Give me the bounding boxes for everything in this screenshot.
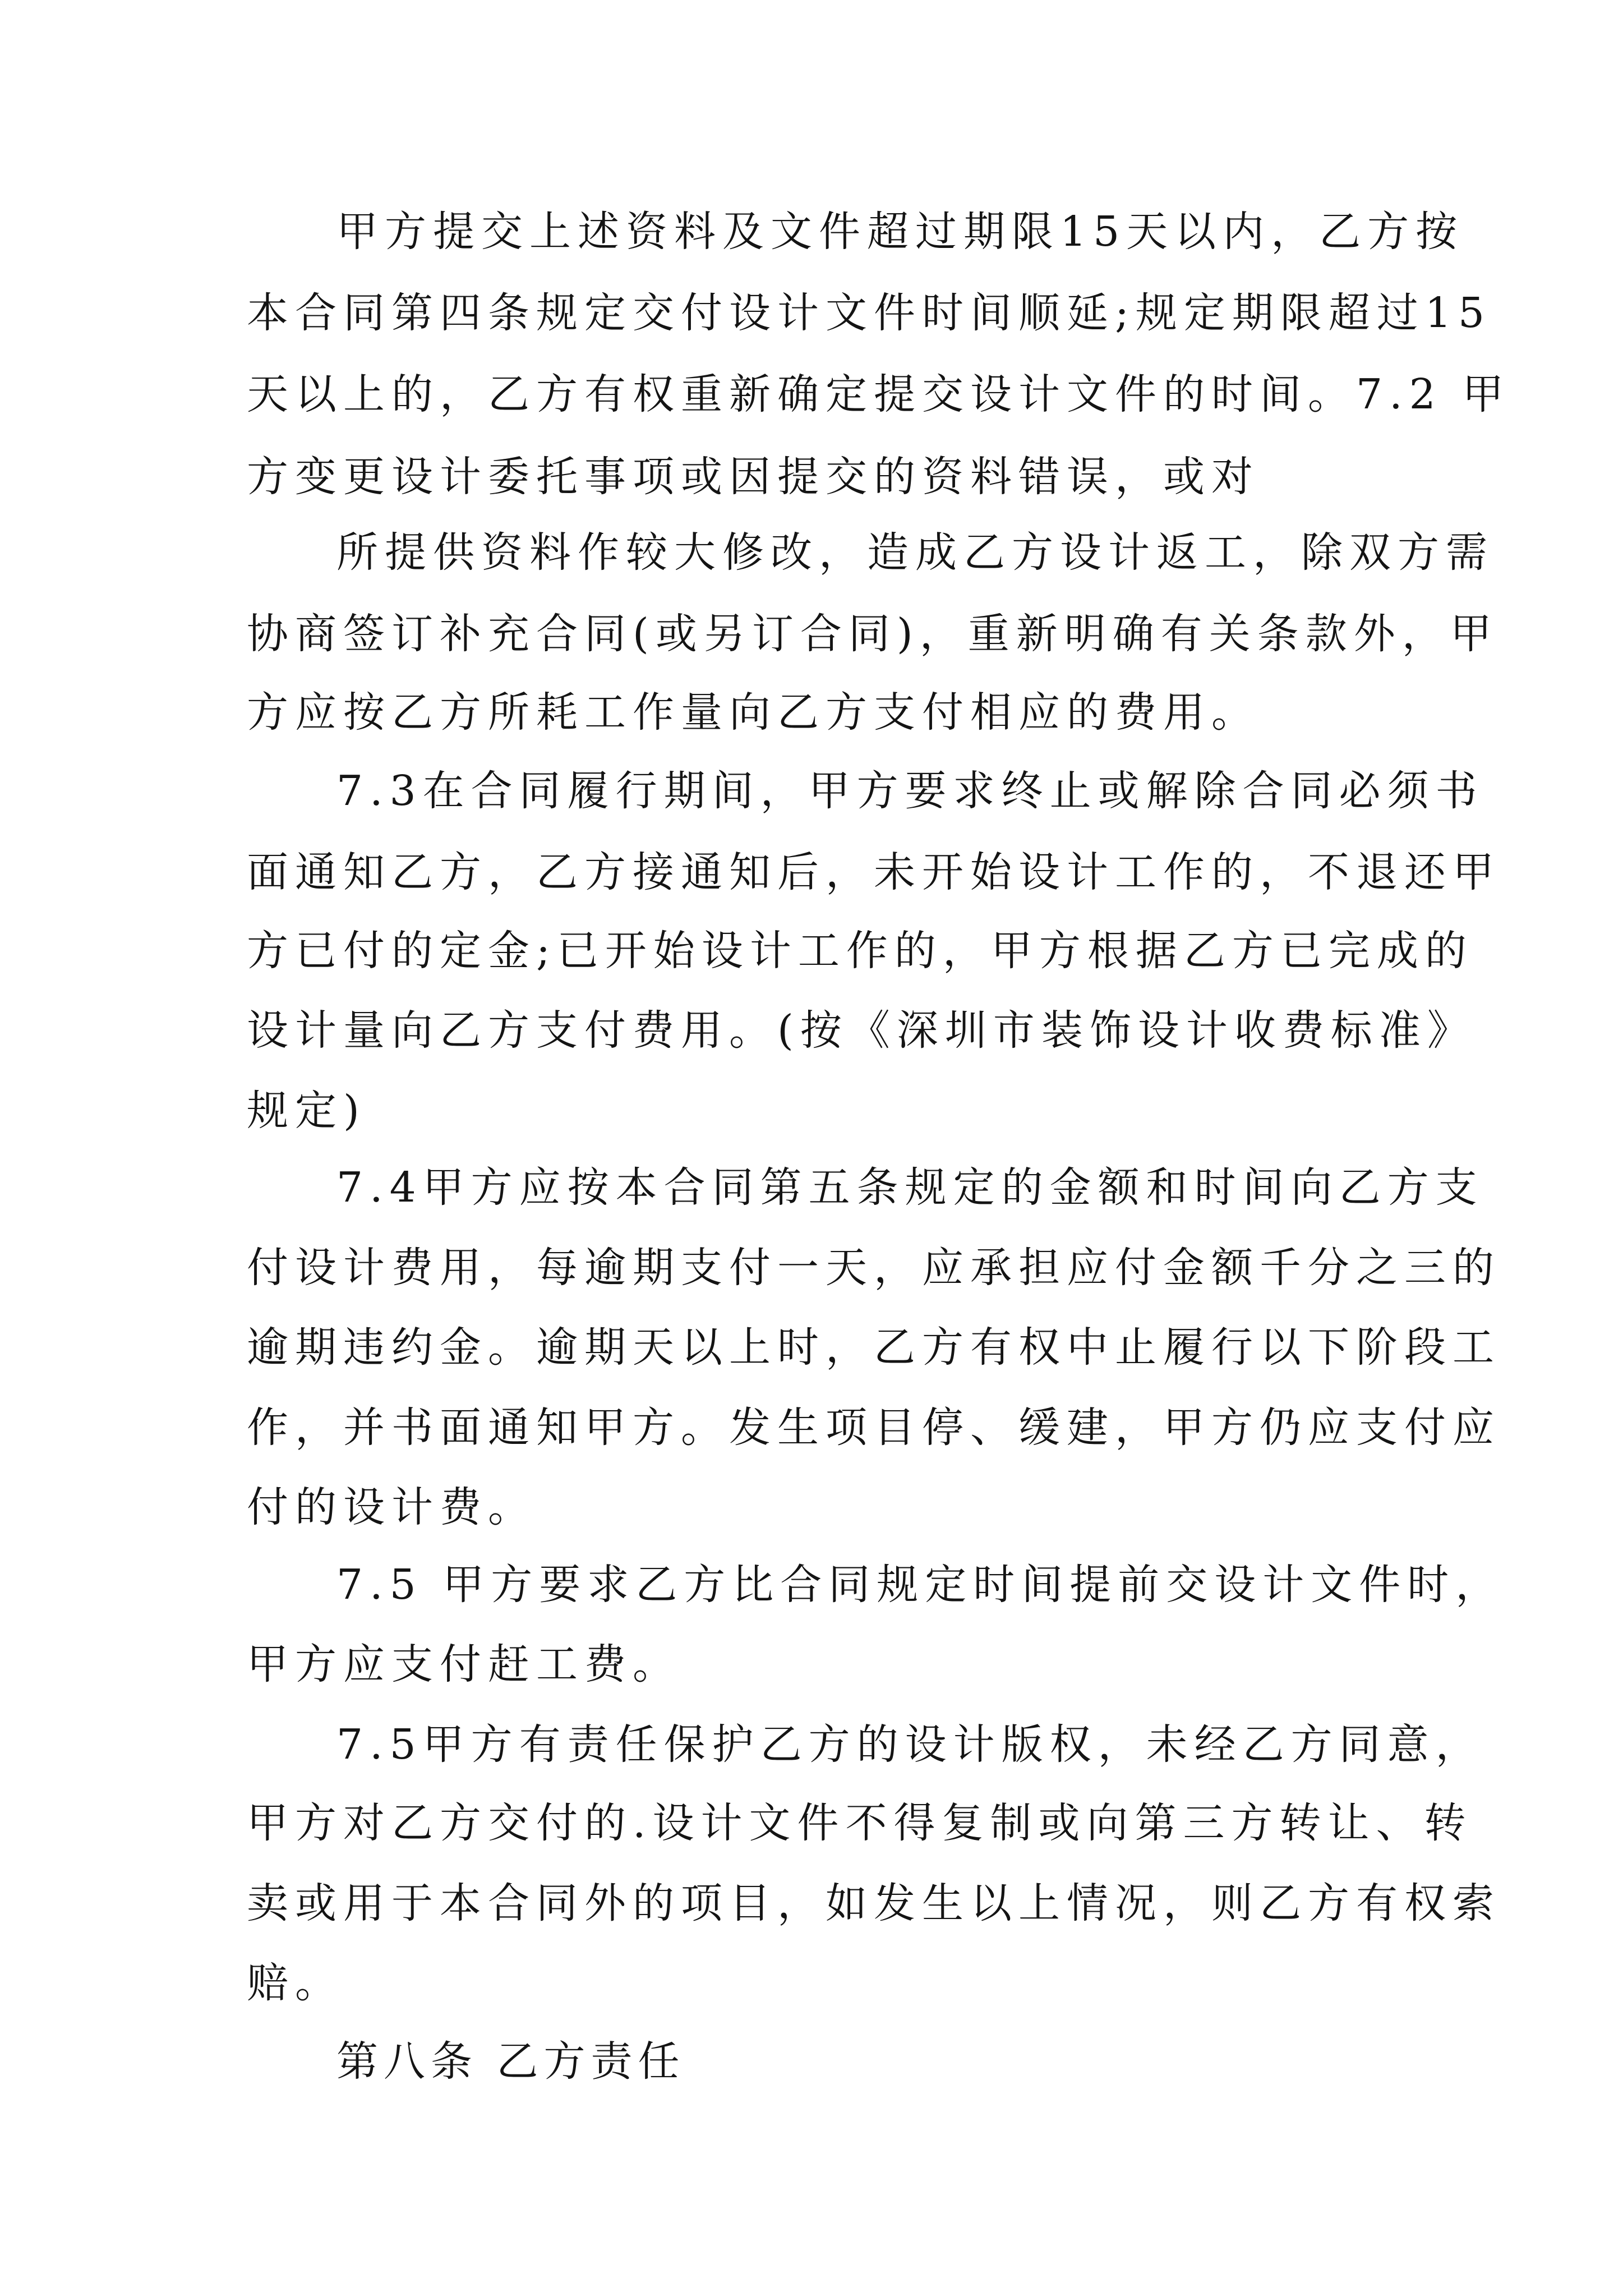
paragraph-5-line-2: 甲方应支付赶工费。: [247, 1640, 681, 1688]
paragraph-3-line-5: 规定): [247, 1087, 366, 1135]
paragraph-6-line-3: 卖或用于本合同外的项目，如发生以上情况，则乙方有权索: [247, 1879, 1501, 1927]
paragraph-4-line-4: 作，并书面通知甲方。发生项目停、缓建，甲方仍应支付应: [247, 1404, 1501, 1452]
paragraph-2-line-2: 协商签订补充合同(或另订合同)，重新明确有关条款外，甲: [247, 610, 1498, 658]
paragraph-1-line-3: 天以上的，乙方有权重新确定提交设计文件的时间。7.2 甲: [247, 370, 1511, 418]
paragraph-6-line-2: 甲方对乙方交付的.设计文件不得复制或向第三方转让、转: [247, 1799, 1473, 1847]
paragraph-4-line-1: 7.4甲方应按本合同第五条规定的金额和时间向乙方支: [336, 1163, 1484, 1212]
paragraph-6-line-1: 7.5甲方有责任保护乙方的设计版权，未经乙方同意，: [336, 1720, 1484, 1769]
paragraph-4-line-2: 付设计费用，每逾期支付一天，应承担应付金额千分之三的: [247, 1244, 1501, 1292]
paragraph-5-line-1: 7.5 甲方要求乙方比合同规定时间提前交设计文件时，: [336, 1561, 1504, 1609]
paragraph-3-line-2: 面通知乙方，乙方接通知后，未开始设计工作的，不退还甲: [247, 848, 1501, 896]
paragraph-2-line-3: 方应按乙方所耗工作量向乙方支付相应的费用。: [247, 688, 1260, 737]
paragraph-3-line-3: 方已付的定金;已开始设计工作的，甲方根据乙方已完成的: [247, 927, 1473, 975]
paragraph-3-line-4: 设计量向乙方支付费用。(按《深圳市装饰设计收费标准》: [247, 1006, 1476, 1055]
paragraph-1-line-1: 甲方提交上述资料及文件超过期限15天以内，乙方按: [336, 208, 1464, 256]
paragraph-6-line-4: 赔。: [247, 1959, 343, 2007]
paragraph-4-line-5: 付的设计费。: [247, 1483, 536, 1531]
paragraph-3-line-1: 7.3在合同履行期间，甲方要求终止或解除合同必须书: [336, 767, 1484, 815]
paragraph-1-line-4: 方变更设计委托事项或因提交的资料错误，或对: [247, 453, 1260, 501]
section-heading: 第八条 乙方责任: [336, 2037, 685, 2086]
paragraph-4-line-3: 逾期违约金。逾期天以上时，乙方有权中止履行以下阶段工: [247, 1323, 1501, 1372]
paragraph-1-line-2: 本合同第四条规定交付设计文件时间顺延;规定期限超过15: [247, 289, 1492, 337]
paragraph-2-line-1: 所提供资料作较大修改，造成乙方设计返工，除双方需: [336, 528, 1494, 577]
